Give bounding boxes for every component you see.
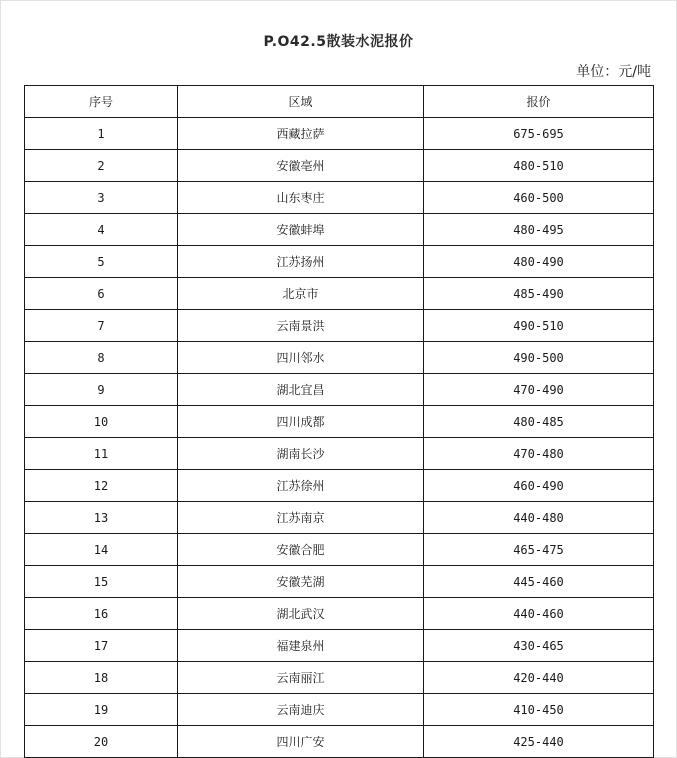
row-price: 470-490: [424, 374, 654, 406]
row-price: 480-495: [424, 214, 654, 246]
row-price: 440-480: [424, 502, 654, 534]
table-row: [25, 342, 654, 374]
row-region: 安徽芜湖: [178, 566, 424, 598]
row-index: 8: [25, 342, 178, 374]
row-region: 江苏扬州: [178, 246, 424, 278]
row-region: 安徽合肥: [178, 534, 424, 566]
row-price: 440-460: [424, 598, 654, 630]
row-index: 2: [25, 150, 178, 182]
row-region: 江苏徐州: [178, 470, 424, 502]
table-row: [25, 470, 654, 502]
table-row: [25, 150, 654, 182]
row-index: 1: [25, 118, 178, 150]
table-row: [25, 598, 654, 630]
table-row: [25, 182, 654, 214]
table-row: [25, 310, 654, 342]
row-price: 480-510: [424, 150, 654, 182]
row-price: 420-440: [424, 662, 654, 694]
row-region: 云南景洪: [178, 310, 424, 342]
row-index: 11: [25, 438, 178, 470]
row-price: 425-440: [424, 726, 654, 758]
row-index: 4: [25, 214, 178, 246]
table-row: [25, 278, 654, 310]
table-row: [25, 118, 654, 150]
row-index: 10: [25, 406, 178, 438]
table-row: [25, 534, 654, 566]
price-table: [24, 85, 654, 758]
row-region: 湖北宜昌: [178, 374, 424, 406]
row-region: 四川成都: [178, 406, 424, 438]
row-index: 19: [25, 694, 178, 726]
row-index: 17: [25, 630, 178, 662]
row-region: 北京市: [178, 278, 424, 310]
row-region: 安徽亳州: [178, 150, 424, 182]
table-row: [25, 374, 654, 406]
row-index: 12: [25, 470, 178, 502]
row-price: 675-695: [424, 118, 654, 150]
row-index: 6: [25, 278, 178, 310]
row-price: 445-460: [424, 566, 654, 598]
table-row: [25, 246, 654, 278]
table-body: [25, 118, 654, 758]
header-price: 报价: [424, 86, 654, 118]
header-region: 区域: [178, 86, 424, 118]
row-index: 7: [25, 310, 178, 342]
table-row: [25, 406, 654, 438]
table-row: [25, 630, 654, 662]
row-region: 安徽蚌埠: [178, 214, 424, 246]
row-region: 四川邻水: [178, 342, 424, 374]
row-region: 江苏南京: [178, 502, 424, 534]
row-region: 湖南长沙: [178, 438, 424, 470]
row-price: 485-490: [424, 278, 654, 310]
row-index: 9: [25, 374, 178, 406]
table-row: [25, 214, 654, 246]
row-index: 5: [25, 246, 178, 278]
unit-label: 单位：元/吨: [576, 64, 651, 80]
row-region: 云南丽江: [178, 662, 424, 694]
row-price: 410-450: [424, 694, 654, 726]
table-header-row: [25, 86, 654, 118]
row-price: 480-490: [424, 246, 654, 278]
row-index: 15: [25, 566, 178, 598]
row-region: 湖北武汉: [178, 598, 424, 630]
table-row: [25, 726, 654, 758]
row-price: 490-500: [424, 342, 654, 374]
row-price: 465-475: [424, 534, 654, 566]
row-index: 14: [25, 534, 178, 566]
row-price: 460-500: [424, 182, 654, 214]
row-region: 山东枣庄: [178, 182, 424, 214]
table-row: [25, 694, 654, 726]
table-row: [25, 566, 654, 598]
header-index: 序号: [25, 86, 178, 118]
row-price: 480-485: [424, 406, 654, 438]
table-row: [25, 438, 654, 470]
row-index: 18: [25, 662, 178, 694]
row-price: 470-480: [424, 438, 654, 470]
row-index: 3: [25, 182, 178, 214]
row-region: 西藏拉萨: [178, 118, 424, 150]
table-row: [25, 662, 654, 694]
row-price: 490-510: [424, 310, 654, 342]
row-price: 460-490: [424, 470, 654, 502]
row-price: 430-465: [424, 630, 654, 662]
row-region: 云南迪庆: [178, 694, 424, 726]
row-region: 福建泉州: [178, 630, 424, 662]
row-index: 16: [25, 598, 178, 630]
row-region: 四川广安: [178, 726, 424, 758]
row-index: 13: [25, 502, 178, 534]
row-index: 20: [25, 726, 178, 758]
page-title: P.O42.5散装水泥报价: [263, 34, 414, 50]
table-row: [25, 502, 654, 534]
